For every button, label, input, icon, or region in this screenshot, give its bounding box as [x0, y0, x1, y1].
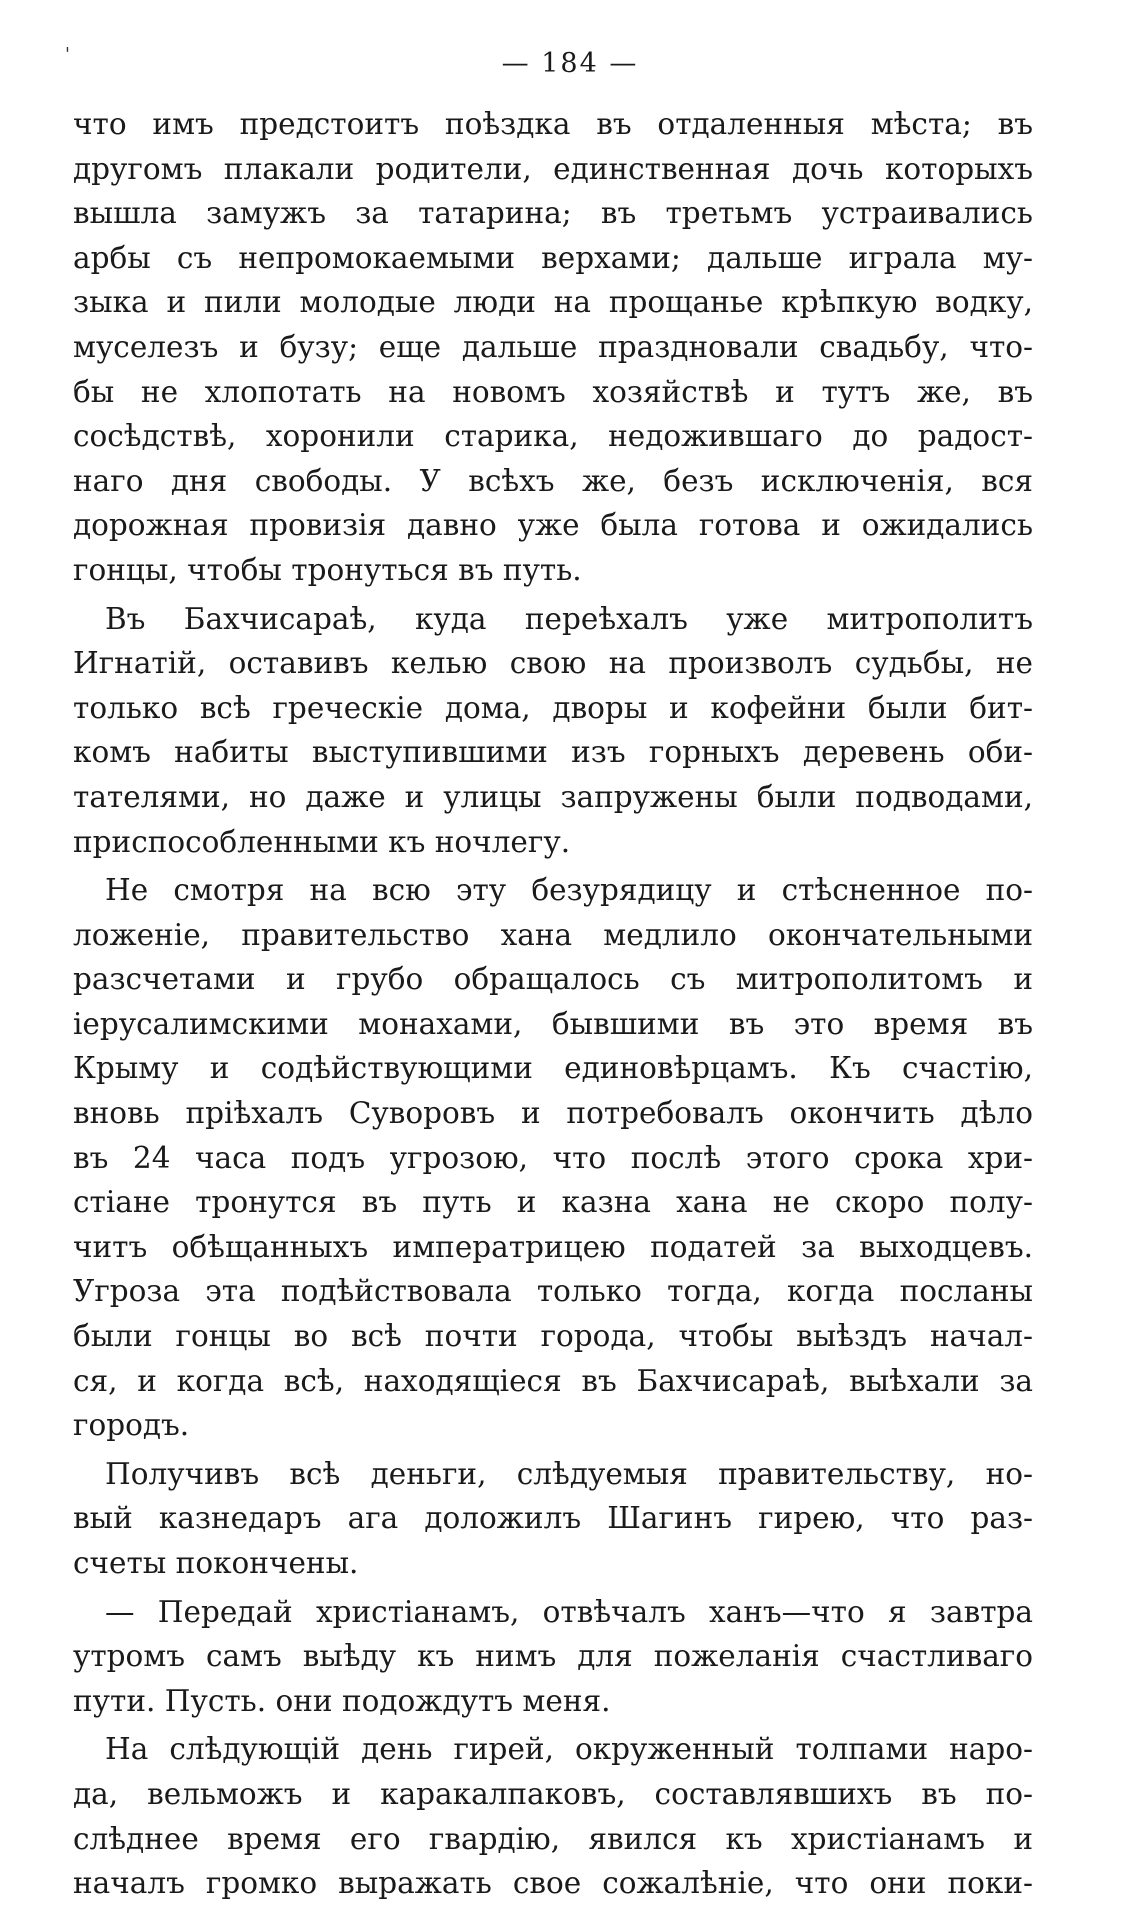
text-line: Крыму и содѣйствующими единовѣрцамъ. Къ счастію, — [73, 1051, 1033, 1086]
paragraph — [73, 597, 1033, 865]
paragraph — [73, 868, 1033, 1448]
text-line: стіане тронутся въ путь и казна хана не скоро полу- — [73, 1185, 1033, 1220]
text-line: наго дня свободы. У всѣхъ же, безъ исключенія, вся — [73, 463, 1033, 498]
text-line: городъ. — [73, 1408, 190, 1443]
text-line: ложеніе, правительство хана медлило окончательными — [73, 917, 1033, 952]
paragraph — [73, 1452, 1033, 1586]
text-line: гонцы, чтобы тронуться въ путь. — [73, 552, 582, 587]
stray-mark: ' — [65, 44, 70, 65]
text-line: читъ обѣщанныхъ императрицею податей за выходцевъ. — [73, 1229, 1033, 1264]
text-line: ся, и когда всѣ, находящіеся въ Бахчисараѣ, выѣхали за — [73, 1363, 1033, 1398]
text-line: На слѣдующій день гирей, окруженный толпами наро- — [105, 1732, 1033, 1767]
text-line: муселезъ и бузу; еще дальше праздновали свадьбу, что- — [73, 329, 1033, 364]
body-text — [73, 102, 1033, 1906]
text-line: Игнатій, оставивъ келью свою на произволъ судьбы, не — [73, 646, 1033, 681]
text-line: зыка и пили молодые люди на прощанье крѣпкую водку, — [73, 285, 1033, 320]
text-line: Угроза эта подѣйствовала только тогда, когда посланы — [73, 1274, 1033, 1309]
text-line: Получивъ всѣ деньги, слѣдуемыя правительству, но- — [105, 1456, 1033, 1491]
paragraph — [73, 1590, 1033, 1724]
text-line: началъ громко выражать свое сожалѣніе, что они поки- — [73, 1866, 1033, 1901]
text-line: тателями, но даже и улицы запружены были подводами, — [73, 779, 1033, 814]
text-line: утромъ самъ выѣду къ нимъ для пожеланія счастливаго — [73, 1639, 1033, 1674]
text-line: въ 24 часа подъ угрозою, что послѣ этого срока хри- — [73, 1140, 1033, 1175]
text-line: разсчетами и грубо обращалось съ митрополитомъ и — [73, 962, 1033, 997]
text-line: другомъ плакали родители, единственная дочь которыхъ — [73, 151, 1033, 186]
text-line: іерусалимскими монахами, бывшими въ это время въ — [73, 1006, 1033, 1041]
paragraph — [73, 1727, 1033, 1905]
text-line: вый казнедаръ ага доложилъ Шагинъ гирею, что раз- — [73, 1501, 1033, 1536]
text-line: бы не хлопотать на новомъ хозяйствѣ и тутъ же, въ — [73, 374, 1033, 409]
text-line: были гонцы во всѣ почти города, чтобы выѣздъ начал- — [73, 1319, 1033, 1354]
text-line: да, вельможъ и каракалпаковъ, составлявшихъ въ по- — [73, 1776, 1033, 1811]
page-number: — 184 — — [501, 48, 639, 79]
text-line: вновь пріѣхалъ Суворовъ и потребовалъ окончить дѣло — [73, 1096, 1033, 1131]
text-line: дорожная провизія давно уже была готова и ожидались — [73, 508, 1033, 543]
paragraph — [73, 102, 1033, 593]
text-line: приспособленными къ ночлегу. — [73, 824, 571, 859]
text-line: слѣднее время его гвардію, явился къ христіанамъ и — [73, 1821, 1033, 1856]
text-line: Въ Бахчисараѣ, куда переѣхалъ уже митрополитъ — [105, 601, 1033, 636]
text-line: вышла замужъ за татарина; въ третьмъ устраивались — [73, 196, 1033, 231]
text-line: Не смотря на всю эту безурядицу и стѣсненное по- — [105, 873, 1033, 908]
text-line: только всѣ греческіе дома, дворы и кофейни были бит- — [73, 690, 1033, 725]
text-line: счеты покончены. — [73, 1546, 359, 1580]
text-line: что имъ предстоитъ поѣздка въ отдаленныя мѣста; въ — [73, 107, 1033, 141]
text-line: арбы съ непромокаемыми верхами; дальше играла му- — [73, 240, 1033, 275]
text-line: пути. Пусть. они подождутъ меня. — [73, 1683, 611, 1718]
text-line: — Передай христіанамъ, отвѣчалъ ханъ—что я завтра — [105, 1594, 1033, 1629]
text-line: сосѣдствѣ, хоронили старика, недожившаго до радост- — [73, 419, 1033, 454]
text-line: комъ набиты выступившими изъ горныхъ деревень оби- — [73, 735, 1033, 770]
